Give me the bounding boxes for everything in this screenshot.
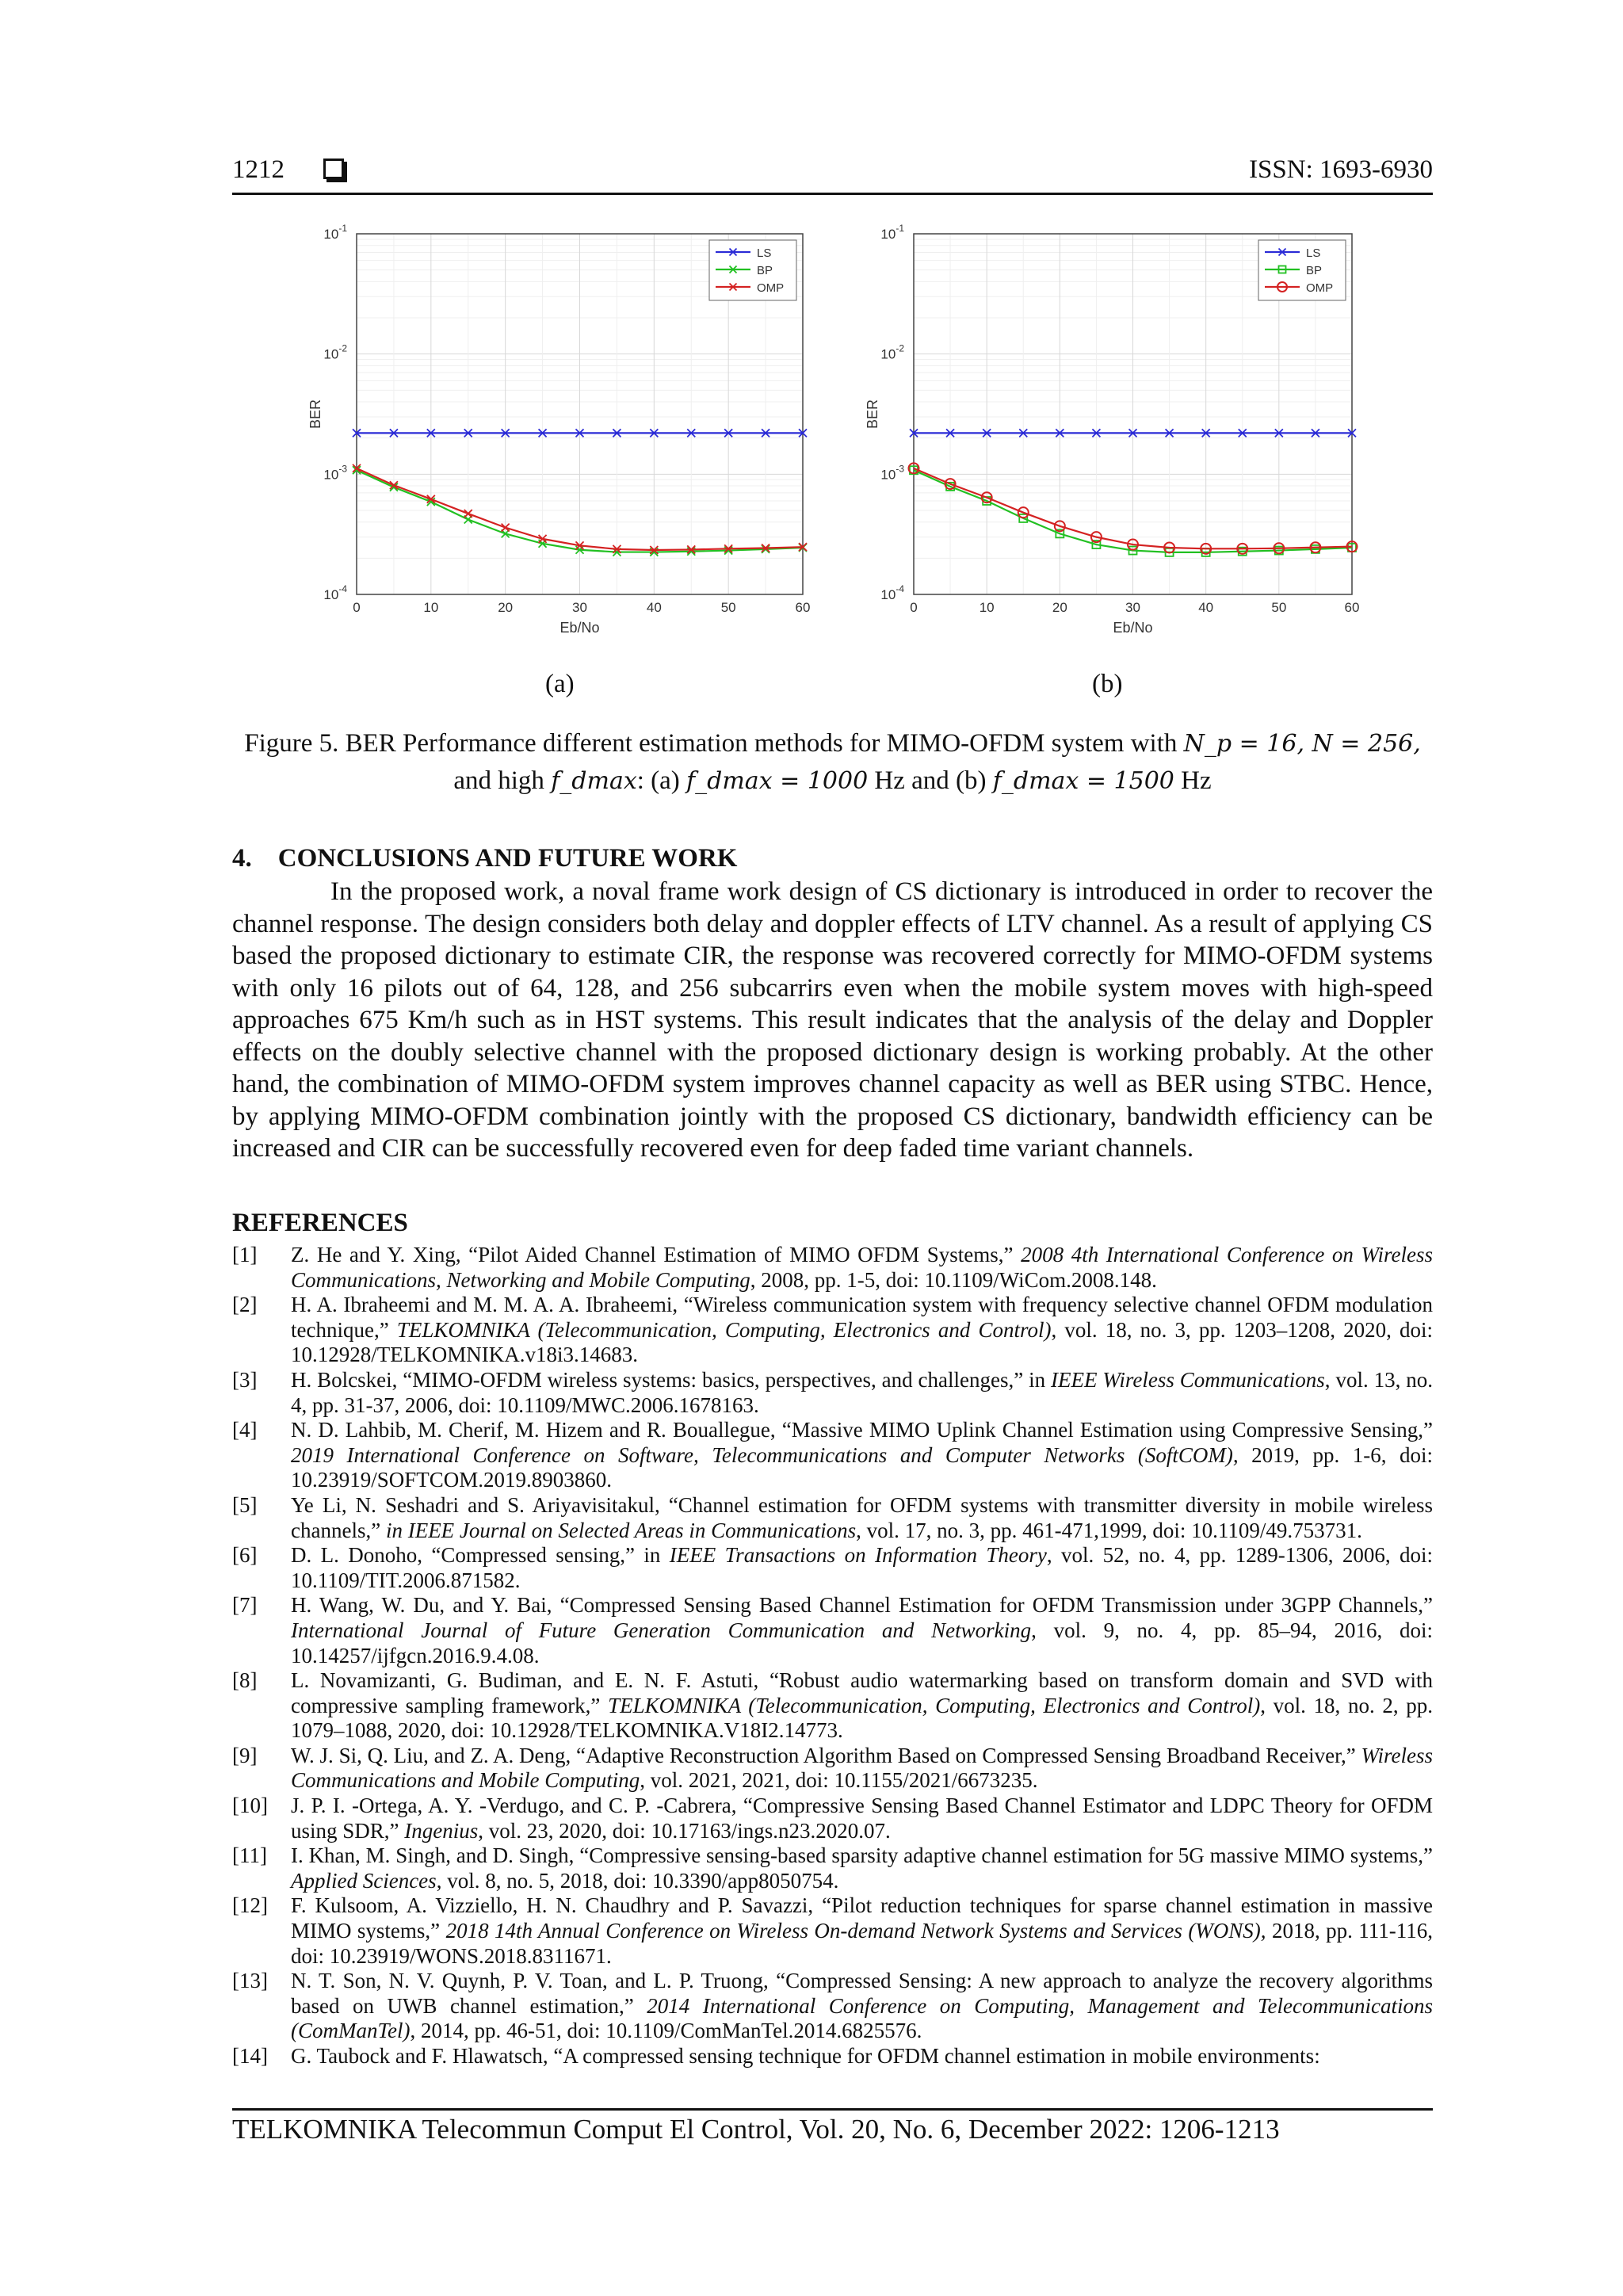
reference-text: [291, 1243, 1433, 1293]
caption-math-a: f_dmax = 1000: [686, 767, 869, 795]
reference-details: 2018, pp. 111-116, doi: 10.23919/WONS.2018.8311671.: [291, 1919, 1433, 1968]
caption-math-fdmax: f_dmax: [551, 767, 637, 795]
reference-item: [232, 1969, 1433, 2044]
reference-authors: N. T. Son, N. V. Quynh, P. V. Toan, and L. P. Truong, “Compressed Sensing: A new approach to analyze the recovery algorithms based on UWB channel estimation,”: [291, 1969, 1433, 2018]
x-tick-label: 60: [795, 600, 811, 615]
reference-details: , 2014, pp. 46-51, doi: 10.1109/ComManTel.2014.6825576.: [410, 2019, 922, 2043]
x-tick-label: 50: [1271, 600, 1287, 615]
figure-caption: [232, 725, 1433, 800]
reference-authors: L. Novamizanti, G. Budiman, and E. N. F. Astuti, “Robust audio watermarking based on transform domain and SVD with compressive sampling framework,”: [291, 1668, 1433, 1717]
reference-details: , vol. 17, no. 3, pp. 461-471,1999, doi: 10.1109/49.753731.: [856, 1518, 1362, 1542]
x-tick-label: 0: [353, 600, 361, 615]
y-tick-label: $10^{-3}$: [880, 463, 904, 483]
reference-number: [5]: [232, 1492, 258, 1517]
caption-math: N_p = 16, N = 256,: [1183, 730, 1421, 758]
reference-authors: N. D. Lahbib, M. Cherif, M. Hizem and R. Bouallegue, “Massive MIMO Uplink Channel Estimation using Compressive Sensing,”: [291, 1418, 1433, 1442]
y-tick-label: $10^{-1}$: [323, 223, 347, 242]
reference-details: , vol. 18, no. 2, pp. 1079–1088, 2020, doi: 10.12928/TELKOMNIKA.V18I2.14773.: [291, 1693, 1433, 1743]
reference-authors: H. Bolcskei, “MIMO-OFDM wireless systems: basics, perspectives, and challenges,” in: [291, 1367, 1052, 1392]
legend-label: OMP: [757, 281, 785, 295]
reference-item: [232, 1794, 1433, 1843]
reference-number: [12]: [232, 1893, 268, 1918]
y-tick-label: $10^{-2}$: [323, 342, 347, 362]
reference-venue: in IEEE Journal on Selected Areas in Communications: [385, 1518, 857, 1542]
reference-authors: H. Wang, W. Du, and Y. Bai, “Compressed Sensing Based Channel Estimation for OFDM Transmission under 3GPP Channels,”: [291, 1593, 1433, 1618]
reference-authors: F. Kulsoom, A. Vizziello, H. N. Chaudhry and P. Savazzi, “Pilot reduction techniques for sparse channel estimation in massive MIMO systems,”: [291, 1893, 1433, 1943]
reference-venue: 2008 4th International Conference on Wireless Communications, Networking and Mobile Computing: [291, 1243, 1434, 1292]
reference-authors: J. P. I. -Ortega, A. Y. -Verdugo, and C. P. -Cabrera, “Compressive Sensing Based Channel Estimator and LDPC Theory for OFDM using SDR,”: [291, 1794, 1433, 1843]
reference-details: , vol. 9, no. 4, pp. 85–94, 2016, doi: 10.14257/ijfgcn.2016.9.4.08.: [291, 1618, 1433, 1668]
reference-details: , vol. 23, 2020, doi: 10.17163/ings.n23.2020.07.: [478, 1818, 891, 1843]
reference-details: , vol. 2021, 2021, doi: 10.1155/2021/6673235.: [640, 1768, 1038, 1793]
ber-chart-a: [297, 222, 836, 650]
page-number: 1212: [232, 155, 285, 184]
reference-authors: D. L. Donoho, “Compressed sensing,” in: [291, 1543, 670, 1568]
reference-authors: G. Taubock and F. Hlawatsch, “A compressed sensing technique for OFDM channel estimation in mobile environments:: [291, 2044, 1320, 2068]
y-tick-label: $10^{-2}$: [880, 342, 904, 362]
reference-authors: Z. He and Y. Xing, “Pilot Aided Channel Estimation of MIMO OFDM Systems,”: [291, 1243, 1022, 1266]
y-tick-label: $10^{-1}$: [880, 223, 904, 242]
reference-text: [291, 1593, 1433, 1668]
reference-venue: 2018 14th Annual Conference on Wireless On-demand Network Systems and Services (WONS),: [445, 1919, 1266, 1943]
reference-number: [1]: [232, 1243, 258, 1266]
reference-details: , vol. 13, no. 4, pp. 31-37, 2006, doi: 10.1109/MWC.2006.1678163.: [291, 1367, 1433, 1417]
reference-item: [232, 1668, 1433, 1744]
footer-text: TELKOMNIKA Telecommun Comput El Control, Vol. 20, No. 6, December 2022: 1206-1213: [232, 2114, 1280, 2145]
reference-item: [232, 1368, 1433, 1418]
reference-item: [232, 1893, 1433, 1969]
reference-venue: Applied Sciences: [291, 1868, 437, 1893]
reference-text: [291, 1418, 1433, 1493]
section-body: In the proposed work, a noval frame work design of CS dictionary is introduced in order to recover the channel response. The design considers both delay and doppler effects of LTV channel. As a result of applying CS based the proposed dictionary to estimate CIR, the response was recovered correctly for MIMO-OFDM systems with only 16 pilots out of 64, 128, and 256 subcarrirs even when the mobile system moves with high-speed approaches 675 Km/h such as in HST systems. This result indicates that the analysis of the delay and Doppler effects on the doubly selective channel with the proposed dictionary design is working probably. At the other hand, the combination of MIMO-OFDM system improves channel capacity as well as BER using STBC. Hence, by applying MIMO-OFDM combination jointly with the proposed CS dictionary, bandwidth efficiency can be increased and CIR can be successfully recovered even for deep faded time variant channels.: [232, 877, 1433, 1163]
section-heading: 4. CONCLUSIONS AND FUTURE WORK: [232, 844, 738, 873]
ber-chart-b: [854, 222, 1377, 650]
reference-number: [7]: [232, 1593, 258, 1618]
caption-a: : (a): [636, 766, 687, 795]
legend-label: LS: [757, 246, 772, 260]
reference-number: [11]: [232, 1843, 267, 1868]
figure-sublabel-a: (a): [545, 670, 575, 698]
legend-label: OMP: [1306, 281, 1334, 295]
y-tick-label: $10^{-4}$: [323, 583, 347, 602]
reference-details: , vol. 18, no. 3, pp. 1203–1208, 2020, doi: 10.12928/TELKOMNIKA.v18i3.14683.: [291, 1317, 1433, 1367]
x-tick-label: 50: [720, 600, 736, 615]
x-tick-label: 30: [1125, 600, 1140, 615]
reference-number: [8]: [232, 1668, 258, 1693]
x-tick-label: 0: [910, 600, 918, 615]
reference-text: [291, 1893, 1433, 1969]
caption-hz1: Hz and (b): [868, 766, 993, 795]
y-tick-label: $10^{-3}$: [323, 463, 347, 483]
y-axis-label: BER: [865, 399, 880, 430]
reference-number: [6]: [232, 1543, 258, 1568]
reference-venue: International Journal of Future Generation Communication and Networking: [291, 1618, 1032, 1642]
x-tick-label: 10: [979, 600, 995, 615]
x-tick-label: 10: [423, 600, 439, 615]
reference-authors: Ye Li, N. Seshadri and S. Ariyavisitakul, “Channel estimation for OFDM systems with transmitter diversity in mobile wireless channels,”: [291, 1492, 1433, 1542]
reference-venue: IEEE Wireless Communications: [1051, 1367, 1325, 1392]
reference-text: [291, 1744, 1433, 1794]
x-tick-label: 20: [498, 600, 514, 615]
reference-number: [10]: [232, 1794, 268, 1818]
square-bullet-icon: [323, 159, 344, 179]
footer-rule: [232, 2108, 1433, 2111]
reference-item: [232, 1543, 1433, 1593]
reference-venue: Ingenius: [404, 1818, 479, 1843]
reference-details: 2019, pp. 1-6, doi: 10.23919/SOFTCOM.2019.8903860.: [291, 1442, 1433, 1492]
reference-number: [3]: [232, 1367, 258, 1392]
reference-venue: TELKOMNIKA (Telecommunication, Computing, Electronics and Control): [396, 1317, 1052, 1342]
reference-item: [232, 1293, 1433, 1368]
x-axis-label: Eb/No: [559, 620, 600, 636]
reference-text: [291, 1668, 1433, 1744]
issn: ISSN: 1693-6930: [1249, 155, 1433, 184]
x-tick-label: 20: [1052, 600, 1067, 615]
reference-authors: W. J. Si, Q. Liu, and Z. A. Deng, “Adaptive Reconstruction Algorithm Based on Compressed Sensing Broadband Receiver,”: [291, 1743, 1361, 1767]
x-axis-label: Eb/No: [1113, 620, 1153, 636]
reference-item: [232, 1418, 1433, 1493]
reference-details: , 2008, pp. 1-5, doi: 10.1109/WiCom.2008.148.: [750, 1267, 1157, 1292]
reference-item: [232, 2044, 1433, 2069]
header-rule: [232, 193, 1433, 195]
legend-label: BP: [1306, 264, 1323, 277]
reference-authors: I. Khan, M. Singh, and D. Singh, “Compressive sensing-based sparsity adaptive channel estimation for 5G massive MIMO systems,”: [291, 1843, 1433, 1868]
reference-item: [232, 1843, 1433, 1893]
reference-text: [291, 1543, 1433, 1593]
legend-label: LS: [1306, 246, 1321, 260]
reference-venue: 2019 International Conference on Software, Telecommunications and Computer Networks (SoftCOM),: [291, 1442, 1239, 1467]
reference-venue: 2014 International Conference on Computing, Management and Telecommunications (ComManTel): [291, 1993, 1433, 2043]
reference-text: [291, 1843, 1433, 1893]
reference-authors: H. A. Ibraheemi and M. M. A. A. Ibraheemi, “Wireless communication system with frequency selective channel OFDM modulation technique,”: [291, 1293, 1433, 1342]
x-tick-label: 60: [1344, 600, 1360, 615]
x-tick-label: 40: [1198, 600, 1214, 615]
reference-venue: TELKOMNIKA (Telecommunication, Computing, Electronics and Control): [608, 1693, 1261, 1717]
reference-number: [9]: [232, 1743, 258, 1767]
reference-text: [291, 1493, 1433, 1543]
reference-text: [291, 1794, 1433, 1843]
reference-text: [291, 2044, 1433, 2069]
caption-text-2: and high: [453, 766, 552, 795]
caption-math-b: f_dmax = 1500: [992, 767, 1174, 795]
reference-venue: IEEE Transactions on Information Theory: [669, 1543, 1047, 1568]
caption-text: Figure 5. BER Performance different estimation methods for MIMO-OFDM system with: [244, 729, 1184, 758]
reference-text: [291, 1368, 1433, 1418]
reference-venue: Wireless Communications and Mobile Computing: [291, 1743, 1433, 1793]
reference-details: , vol. 8, no. 5, 2018, doi: 10.3390/app8050754.: [436, 1868, 839, 1893]
y-tick-label: $10^{-4}$: [880, 583, 904, 602]
reference-number: [4]: [232, 1418, 258, 1442]
reference-list: [232, 1243, 1433, 2069]
reference-text: [291, 1293, 1433, 1368]
legend-label: BP: [757, 264, 773, 277]
reference-item: [232, 1593, 1433, 1668]
reference-item: [232, 1744, 1433, 1794]
reference-item: [232, 1243, 1433, 1293]
y-axis-label: BER: [307, 399, 323, 430]
reference-number: [13]: [232, 1969, 268, 1993]
reference-item: [232, 1493, 1433, 1543]
reference-details: , vol. 52, no. 4, pp. 1289-1306, 2006, doi: 10.1109/TIT.2006.871582.: [291, 1543, 1434, 1592]
reference-text: [291, 1969, 1433, 2044]
reference-number: [2]: [232, 1293, 258, 1317]
caption-hz2: Hz: [1174, 766, 1212, 795]
x-tick-label: 40: [646, 600, 662, 615]
x-tick-label: 30: [572, 600, 587, 615]
references-heading: REFERENCES: [232, 1209, 408, 1237]
reference-number: [14]: [232, 2044, 268, 2068]
figure-sublabel-b: (b): [1092, 670, 1123, 698]
